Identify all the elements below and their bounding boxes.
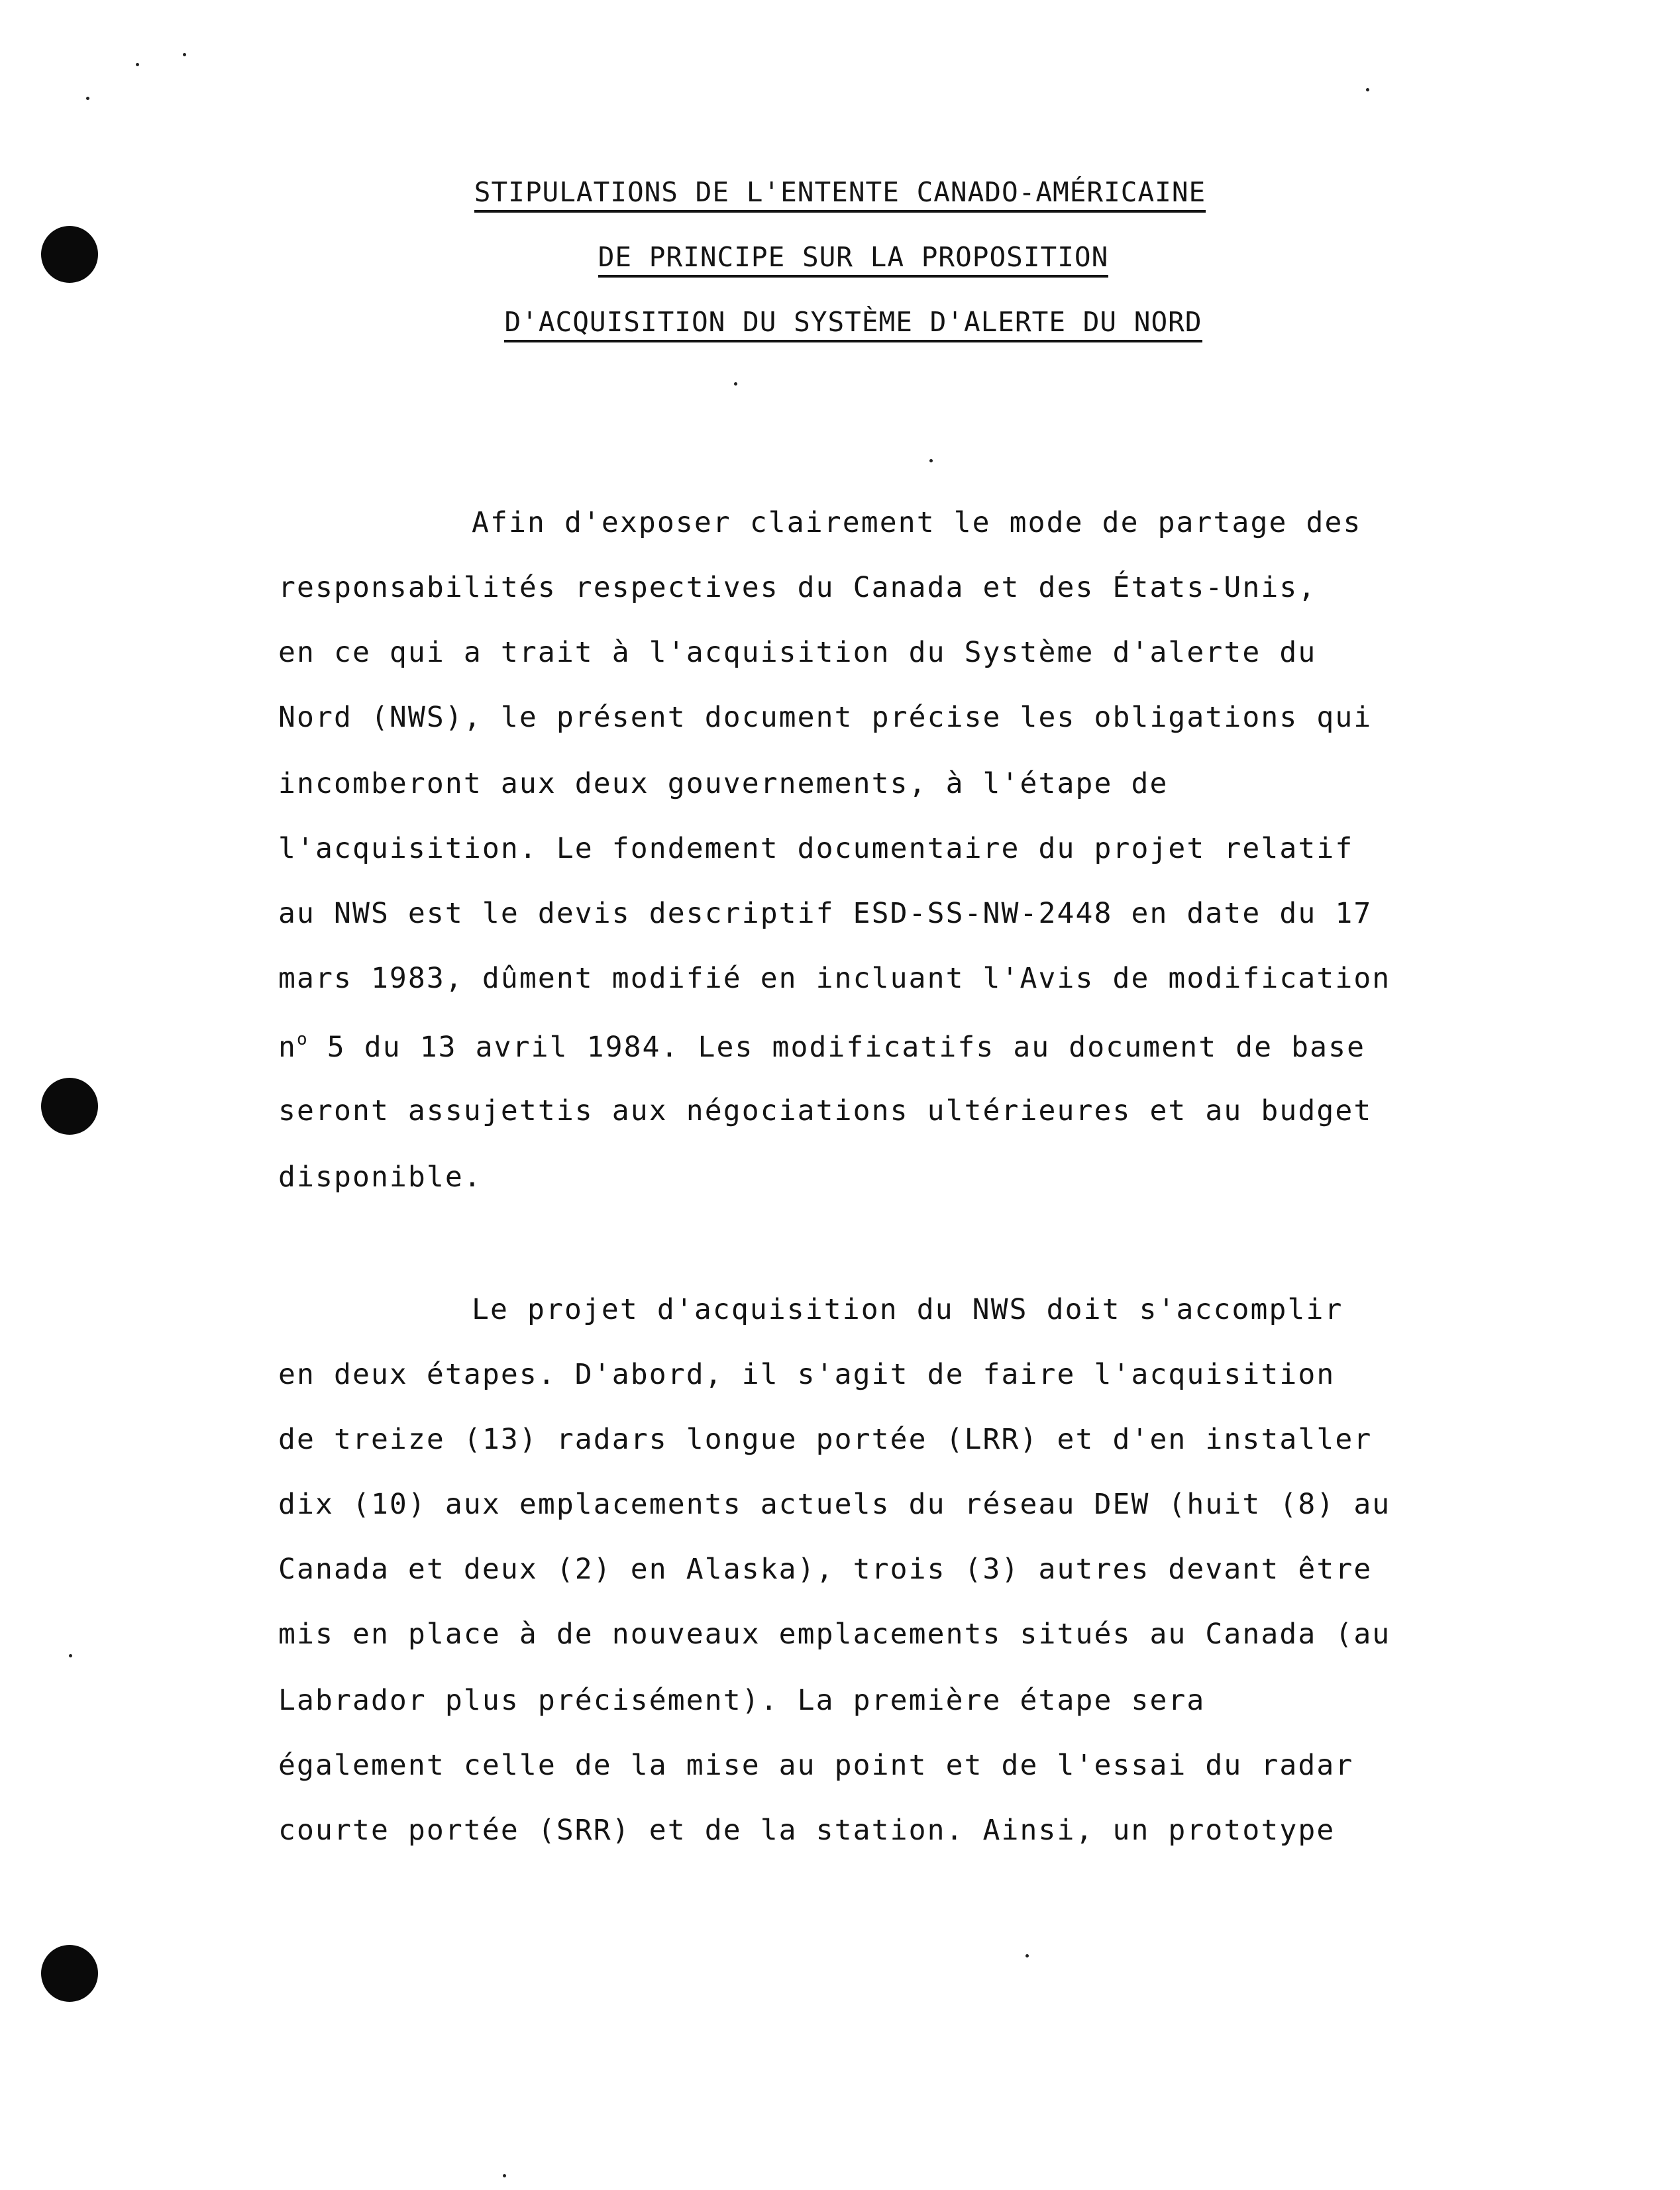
scan-speck bbox=[69, 1654, 72, 1657]
paragraph-1-line: seront assujettis aux négociations ultérieures et au budget bbox=[278, 1094, 1373, 1127]
numero-line-text: 5 du 13 avril 1984. Les modificatifs au document de base bbox=[308, 1031, 1366, 1064]
paragraph-1-line: mars 1983, dûment modifié en incluant l'Avis de modification bbox=[278, 962, 1391, 995]
document-title-line-1: STIPULATIONS DE L'ENTENTE CANADO-AMÉRICAINE bbox=[0, 179, 1680, 213]
paragraph-2-line: Labrador plus précisément). La première étape sera bbox=[278, 1684, 1206, 1717]
paragraph-1-line: l'acquisition. Le fondement documentaire du projet relatif bbox=[278, 832, 1354, 865]
paragraph-2-line: mis en place à de nouveaux emplacements situés au Canada (au bbox=[278, 1618, 1391, 1651]
scan-speck bbox=[183, 53, 186, 56]
numero-superscript: o bbox=[297, 1029, 309, 1049]
scan-speck bbox=[503, 2174, 506, 2177]
scan-speck bbox=[136, 63, 139, 66]
paragraph-2-line: courte portée (SRR) et de la station. Ainsi, un prototype bbox=[278, 1814, 1336, 1847]
paragraph-2-line: en deux étapes. D'abord, il s'agit de faire l'acquisition bbox=[278, 1358, 1336, 1391]
punch-hole-middle bbox=[41, 1078, 98, 1135]
numero-n: n bbox=[278, 1031, 297, 1064]
document-title-line-2: DE PRINCIPE SUR LA PROPOSITION bbox=[0, 244, 1680, 278]
scan-speck bbox=[1366, 88, 1369, 91]
paragraph-1-line: responsabilités respectives du Canada et des États-Unis, bbox=[278, 571, 1317, 604]
scan-speck bbox=[86, 97, 89, 100]
paragraph-1-line: Nord (NWS), le présent document précise les obligations qui bbox=[278, 701, 1373, 734]
paragraph-2-line: également celle de la mise au point et de l'essai du radar bbox=[278, 1749, 1354, 1782]
scan-speck bbox=[1025, 1954, 1029, 1957]
punch-hole-bottom bbox=[41, 1945, 98, 2002]
paragraph-2-line: Le projet d'acquisition du NWS doit s'accomplir bbox=[472, 1293, 1343, 1326]
paragraph-1-line: Afin d'exposer clairement le mode de partage des bbox=[472, 506, 1362, 539]
document-title-line-3: D'ACQUISITION DU SYSTÈME D'ALERTE DU NORD bbox=[0, 309, 1680, 342]
paragraph-2-line: de treize (13) radars longue portée (LRR) et d'en installer bbox=[278, 1423, 1373, 1456]
paragraph-2-line: Canada et deux (2) en Alaska), trois (3) autres devant être bbox=[278, 1553, 1373, 1586]
paragraph-1-line: au NWS est le devis descriptif ESD-SS-NW-2448 en date du 17 bbox=[278, 897, 1373, 930]
paragraph-1-line: incomberont aux deux gouvernements, à l'étape de bbox=[278, 767, 1169, 800]
paragraph-1-line: disponible. bbox=[278, 1161, 482, 1194]
paragraph-1-line-numero bbox=[278, 1031, 1365, 1062]
scan-speck bbox=[929, 459, 933, 462]
paragraph-2-line: dix (10) aux emplacements actuels du réseau DEW (huit (8) au bbox=[278, 1488, 1391, 1521]
paragraph-1-line: en ce qui a trait à l'acquisition du Système d'alerte du bbox=[278, 636, 1317, 669]
scan-speck bbox=[734, 382, 737, 386]
